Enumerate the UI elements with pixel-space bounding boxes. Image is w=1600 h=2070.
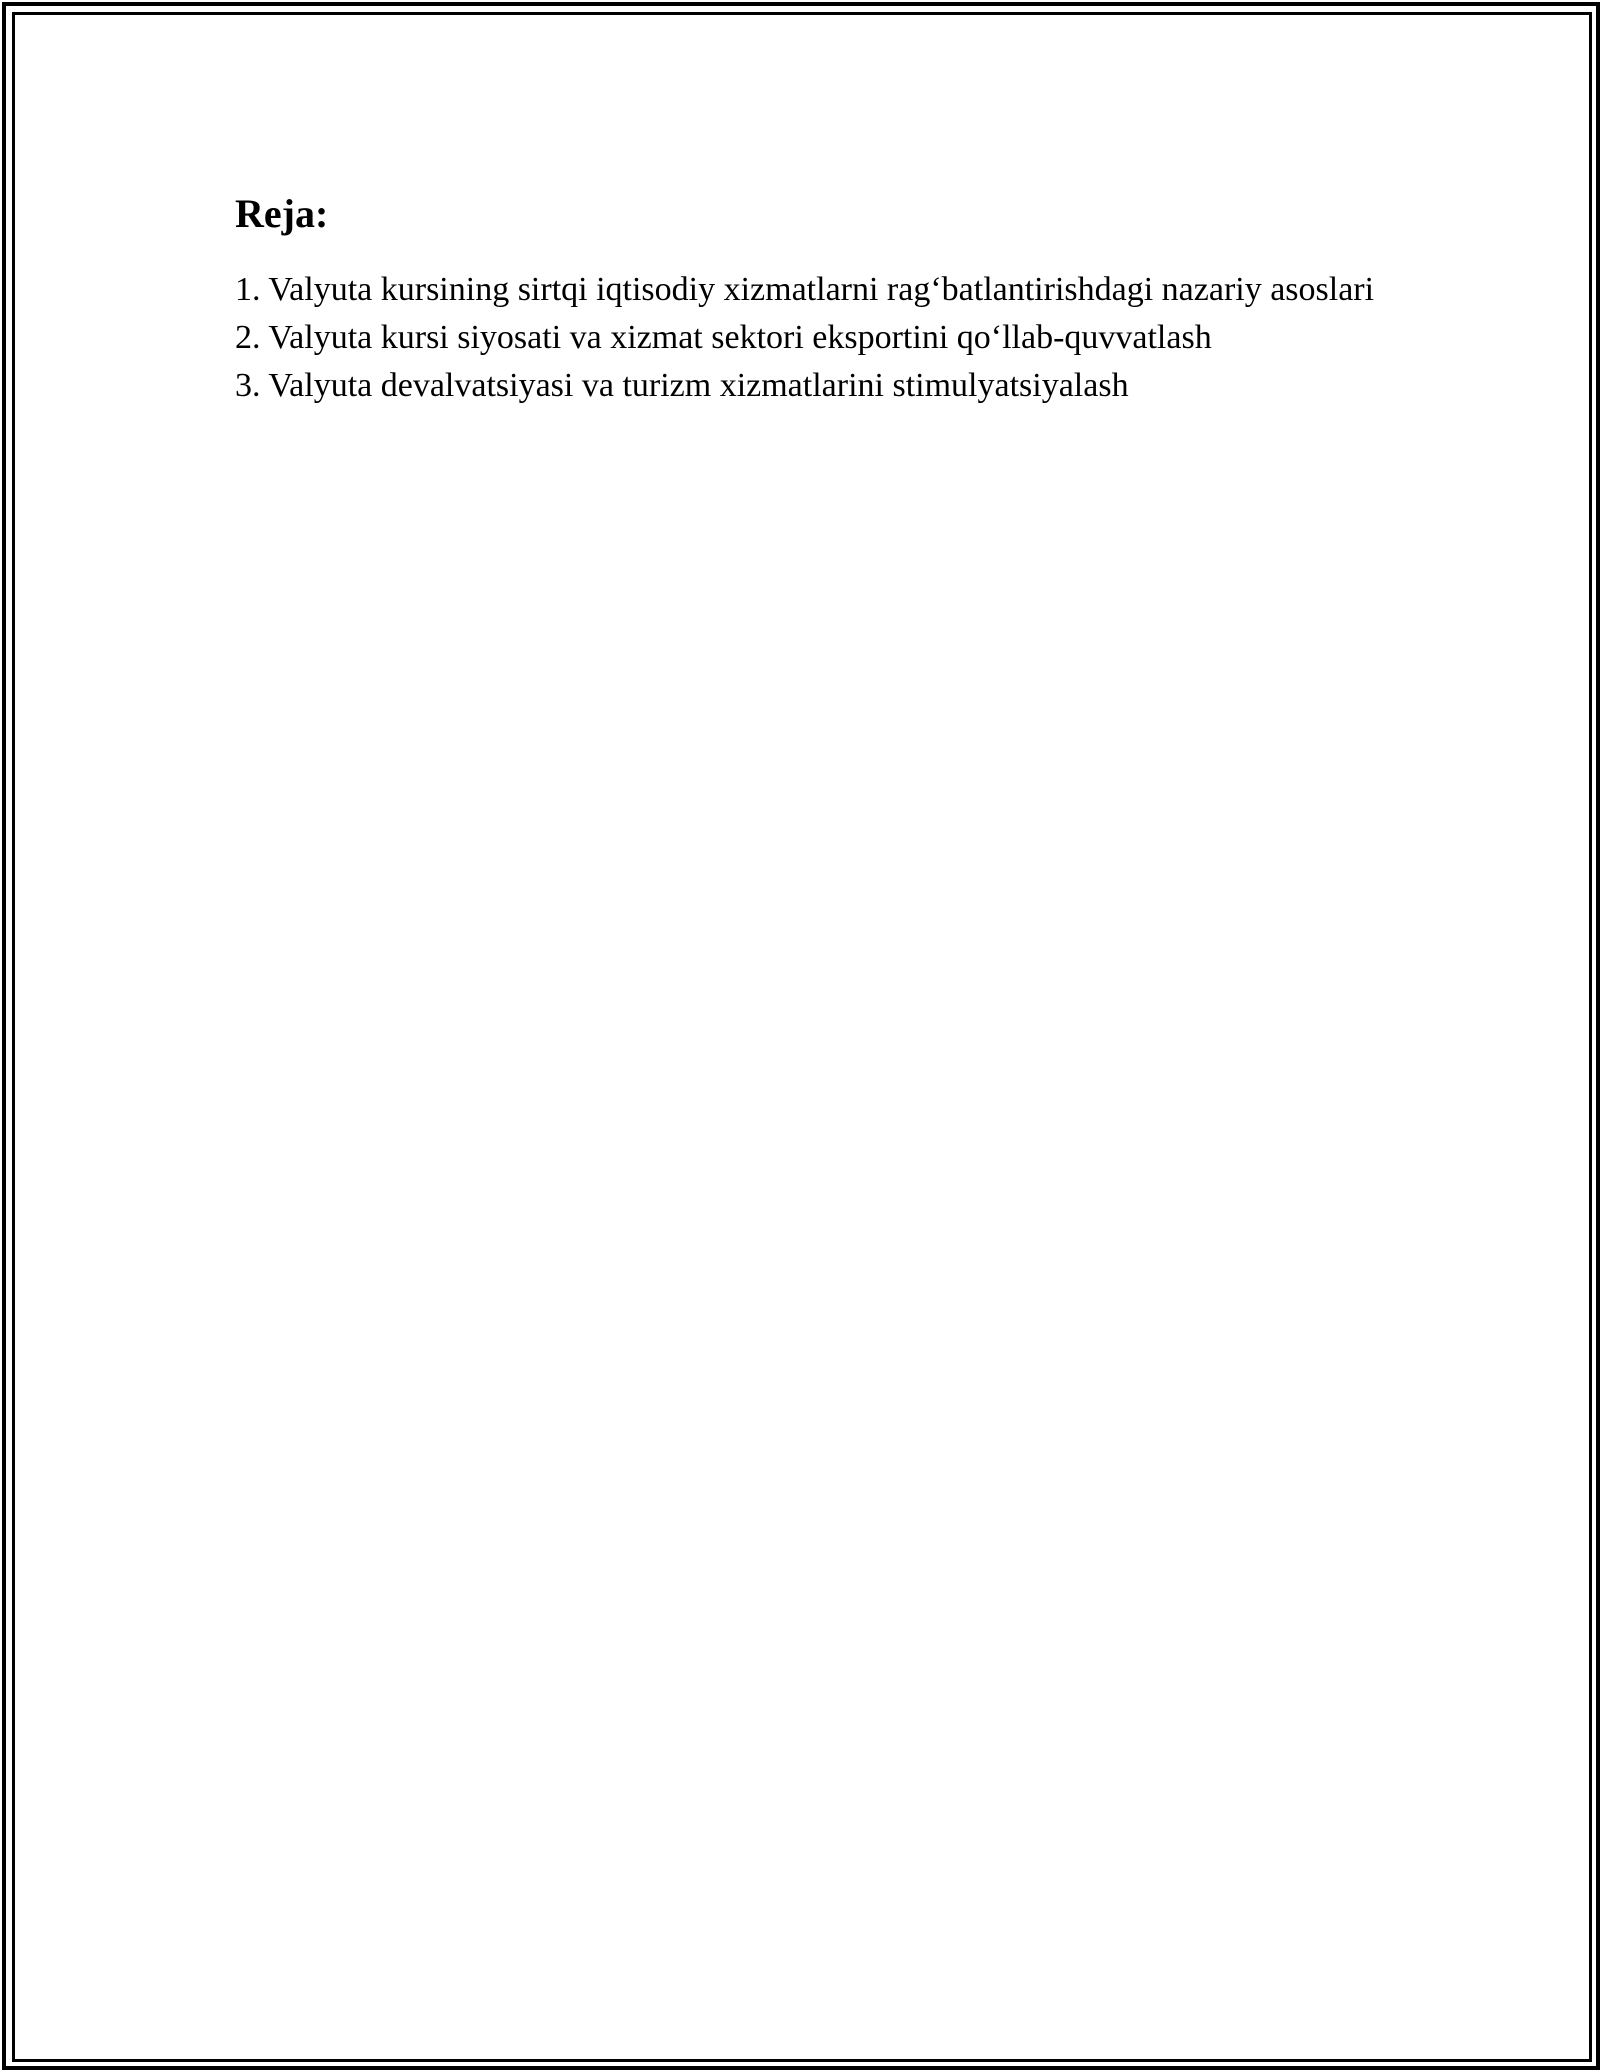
plan-item-1: 1. Valyuta kursining sirtqi iqtisodiy xizmatlarni rag‘batlantirishdagi nazariy asoslari [235, 271, 1375, 308]
plan-item-2: 2. Valyuta kursi siyosati va xizmat sektori eksportini qo‘llab-quvvatlash [235, 319, 1212, 356]
plan-list [235, 266, 1385, 410]
document-content [235, 188, 1385, 410]
plan-item-3: 3. Valyuta devalvatsiyasi va turizm xizmatlarini stimulyatsiyalash [235, 367, 1129, 404]
plan-heading: Reja: [235, 191, 329, 236]
